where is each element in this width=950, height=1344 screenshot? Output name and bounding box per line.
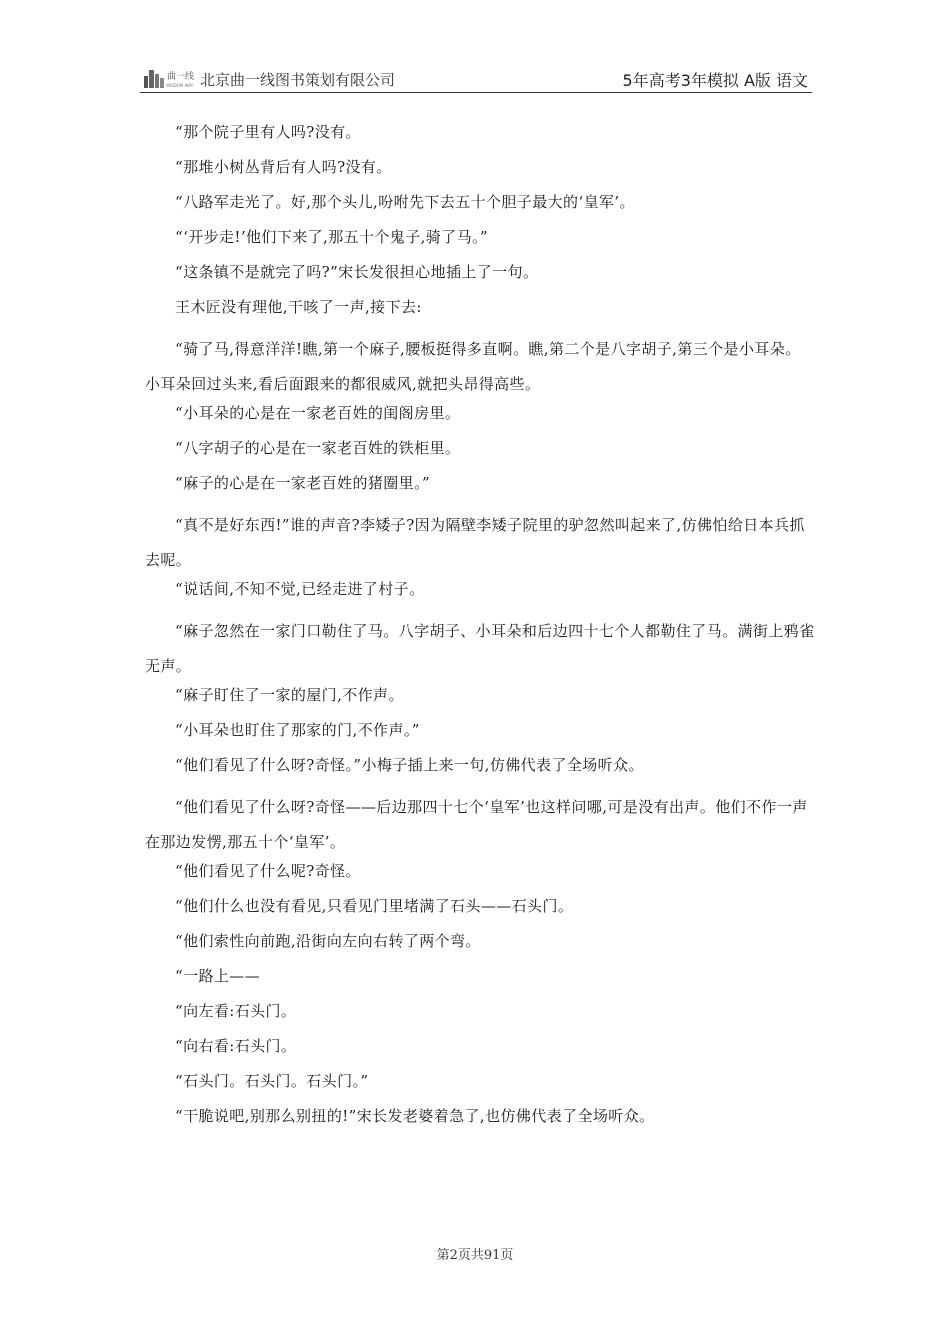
paragraph: “那堆小树丛背后有人吗?没有。 xyxy=(175,158,392,176)
paragraph: “干脆说吧,别那么别扭的!”宋长发老婆着急了,也仿佛代表了全场听众。 xyxy=(175,1107,655,1125)
article-body xyxy=(145,122,815,1141)
paragraph: “他们看见了什么呀?奇怪——后边那四十七个‘皇军’也这样问哪,可是没有出声。他们不作一声在那边发愣,那五十个‘皇军’。 xyxy=(145,798,808,851)
paragraph: “小耳朵也盯住了那家的门,不作声。” xyxy=(175,721,420,739)
logo-text: 曲一线 xyxy=(167,72,195,82)
book-series-title: 5年高考3年模拟 A版 语文 xyxy=(622,71,808,90)
paragraph: “八路军走光了。好,那个头儿,吩咐先下去五十个胆子最大的‘皇军’。 xyxy=(175,193,635,211)
paragraph: “麻子盯住了一家的屋门,不作声。 xyxy=(175,686,404,704)
paragraph: “麻子的心是在一家老百姓的猪圈里。” xyxy=(175,474,431,492)
paragraph: “他们什么也没有看见,只看见门里堵满了石头——石头门。 xyxy=(175,897,574,915)
paragraph: “石头门。石头门。石头门。” xyxy=(175,1072,369,1090)
page-header xyxy=(140,66,812,93)
paragraph: “向左看:石头门。 xyxy=(175,1002,297,1020)
paragraph: “真不是好东西!”谁的声音?李矮子?因为隔壁李矮子院里的驴忽然叫起来了,仿佛怕给日本兵抓去呢。 xyxy=(145,516,805,569)
paragraph: “他们索性向前跑,沿街向左向右转了两个弯。 xyxy=(175,932,481,950)
paragraph: “小耳朵的心是在一家老百姓的闺阁房里。 xyxy=(175,404,461,422)
page-number: 第2页共91页 xyxy=(436,1248,514,1263)
paragraph: “麻子忽然在一家门口勒住了马。八字胡子、小耳朵和后边四十七个人都勒住了马。满街上鸦雀无声。 xyxy=(145,622,815,675)
paragraph: “一路上—— xyxy=(175,967,261,985)
paragraph: “这条镇不是就完了吗?”宋长发很担心地插上了一句。 xyxy=(175,263,539,281)
publisher-logo-icon xyxy=(142,66,200,90)
paragraph: “他们看见了什么呢?奇怪。 xyxy=(175,862,361,880)
paragraph: “八字胡子的心是在一家老百姓的铁柜里。 xyxy=(175,439,461,457)
paragraph: “‘开步走!’他们下来了,那五十个鬼子,骑了马。” xyxy=(175,228,488,246)
logo-subtext: WISDOM WAY xyxy=(166,83,194,88)
company-name: 北京曲一线图书策划有限公司 xyxy=(200,71,396,89)
paragraph: “骑了马,得意洋洋!瞧,第一个麻子,腰板挺得多直啊。瞧,第二个是八字胡子,第三个是小耳朵。小耳朵回过头来,看后面跟来的都很威风,就把头昂得高些。 xyxy=(145,340,801,393)
paragraph: “他们看见了什么呀?奇怪。”小梅子插上来一句,仿佛代表了全场听众。 xyxy=(175,756,644,774)
paragraph: “向右看:石头门。 xyxy=(175,1037,297,1055)
paragraph: “那个院子里有人吗?没有。 xyxy=(175,123,361,141)
paragraph: 王木匠没有理他,干咳了一声,接下去: xyxy=(175,298,422,316)
paragraph: “说话间,不知不觉,已经走进了村子。 xyxy=(175,580,425,598)
